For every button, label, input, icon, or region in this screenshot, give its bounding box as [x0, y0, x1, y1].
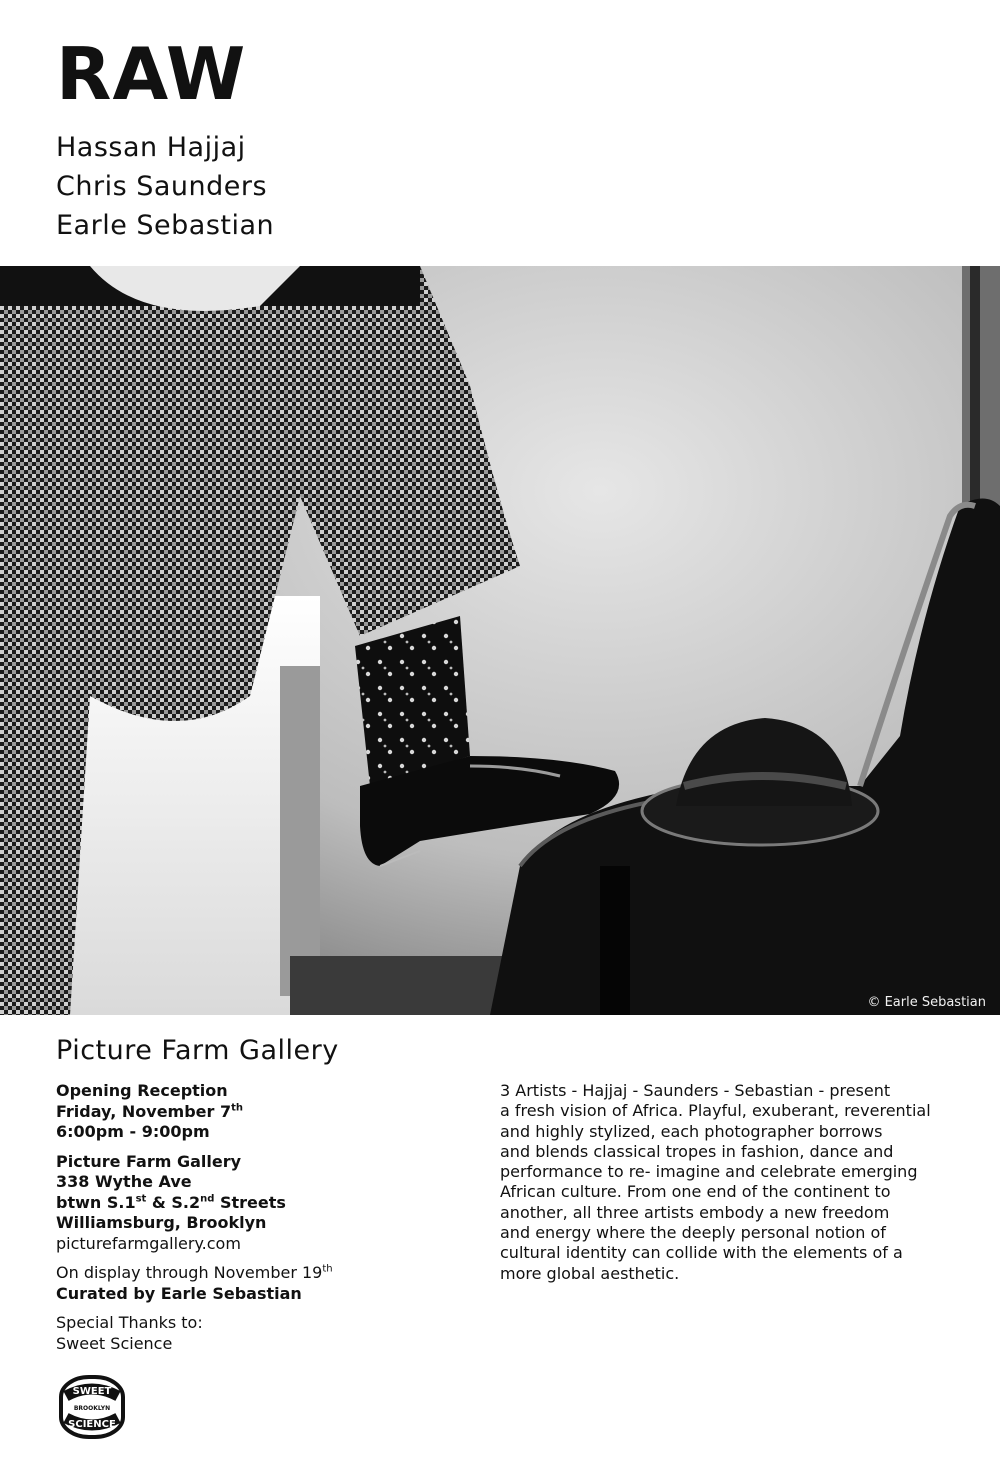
page-title: RAW	[56, 32, 247, 116]
thanks-name: Sweet Science	[56, 1333, 173, 1353]
venue-street: 338 Wythe Ave	[56, 1172, 192, 1191]
sweet-science-logo	[58, 1374, 126, 1444]
venue-cross-streets: btwn S.1st & S.2nd Streets	[56, 1192, 286, 1212]
svg-text:SWEET: SWEET	[72, 1386, 112, 1397]
curator-credit: Curated by Earle Sebastian	[56, 1283, 302, 1303]
description-line: and blends classical tropes in fashion, dance and	[500, 1141, 894, 1161]
artist-name: Hassan Hajjaj	[56, 132, 246, 163]
hero-photograph	[0, 266, 1000, 1015]
display-dates: On display through November 19th	[56, 1263, 333, 1282]
gallery-heading: Picture Farm Gallery	[56, 1035, 339, 1066]
reception-label: Opening Reception	[56, 1081, 228, 1100]
thanks-label: Special Thanks to:	[56, 1313, 203, 1332]
artist-name: Earle Sebastian	[56, 210, 275, 241]
gallery-website-link[interactable]: picturefarmgallery.com	[56, 1233, 241, 1253]
venue-address	[56, 1152, 456, 1255]
svg-text:BROOKLYN: BROOKLYN	[73, 1405, 111, 1412]
venue-area: Williamsburg, Brooklyn	[56, 1213, 267, 1232]
description-line: African culture. From one end of the continent to	[500, 1182, 891, 1202]
event-details	[56, 1081, 456, 1363]
description-line: cultural identity can collide with the elements of a	[500, 1243, 903, 1263]
reception-time: 6:00pm - 9:00pm	[56, 1122, 210, 1141]
description-line: another, all three artists embody a new freedom	[500, 1202, 890, 1222]
venue-name: Picture Farm Gallery	[56, 1151, 242, 1171]
display-info	[56, 1263, 456, 1304]
exhibition-description	[500, 1081, 940, 1284]
description-line: more global aesthetic.	[500, 1263, 680, 1283]
svg-text:SCIENCE: SCIENCE	[68, 1419, 116, 1430]
description-line: performance to re- imagine and celebrate emerging	[500, 1162, 918, 1182]
reception-date: Friday, November 7th	[56, 1101, 244, 1121]
special-thanks	[56, 1313, 456, 1354]
artist-name: Chris Saunders	[56, 171, 268, 202]
description-line: and highly stylized, each photographer borrows	[500, 1121, 883, 1141]
description-line: a fresh vision of Africa. Playful, exuberant, reverential	[500, 1101, 931, 1121]
artist-list	[56, 128, 274, 245]
photo-credit: © Earle Sebastian	[867, 995, 986, 1010]
opening-reception	[56, 1081, 456, 1143]
photograph-illustration	[0, 266, 1000, 1015]
description-line: and energy where the deeply personal notion of	[500, 1223, 886, 1243]
description-line: 3 Artists - Hajjaj - Saunders - Sebastian - present	[500, 1081, 891, 1100]
